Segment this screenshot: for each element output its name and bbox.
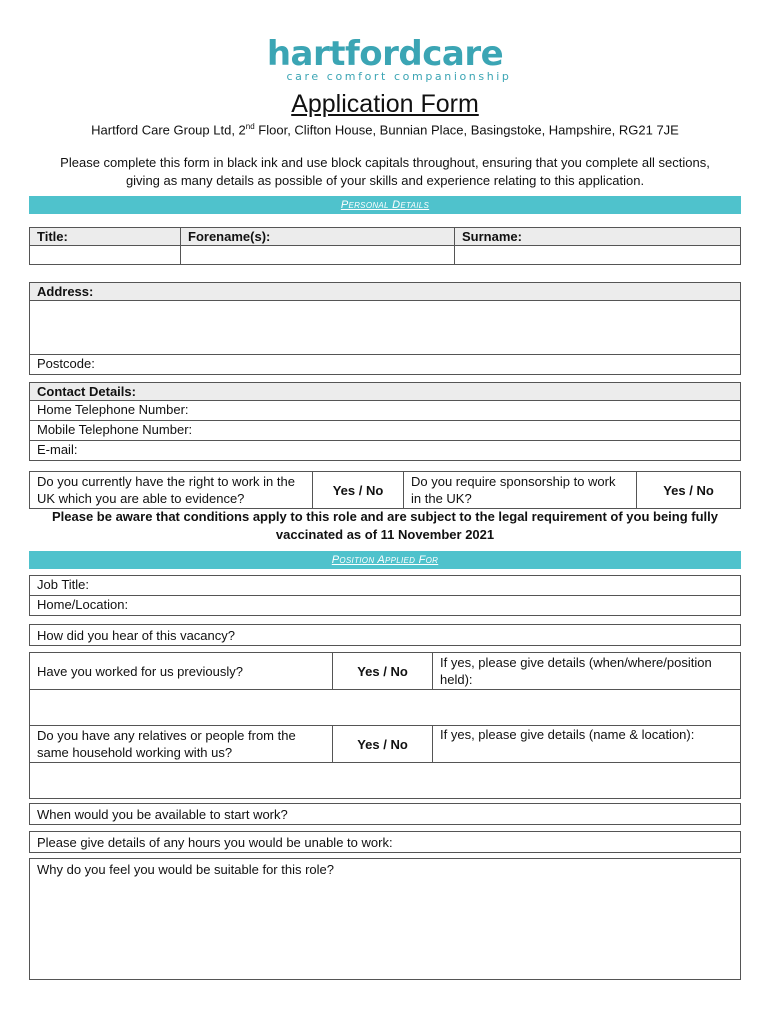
address-suffix: Floor, Clifton House, Bunnian Place, Basingstoke, Hampshire, RG21 7JE <box>254 122 679 138</box>
address-field[interactable] <box>30 301 741 355</box>
address-sup: nd <box>245 122 255 131</box>
contact-label: Contact Details: <box>30 383 741 401</box>
personal-details-heading: Personal Details <box>29 196 741 214</box>
address-table <box>29 282 741 375</box>
vacancy-source-field[interactable]: How did you hear of this vacancy? <box>29 624 741 646</box>
worked-previously-option[interactable]: Yes / No <box>333 653 433 690</box>
unavailable-hours-field[interactable]: Please give details of any hours you would be unable to work: <box>29 831 741 853</box>
relatives-details-label: If yes, please give details (name & location): <box>433 726 741 763</box>
logo-wordmark: hartfordcare <box>266 34 504 74</box>
relatives-option[interactable]: Yes / No <box>333 726 433 763</box>
relatives-details-field[interactable] <box>30 763 741 799</box>
worked-previously-question: Have you worked for us previously? <box>30 653 333 690</box>
vaccination-notice: Please be aware that conditions apply to this role and are subject to the legal requirement of you being fully vaccinated as of 11 November 2021 <box>51 509 719 542</box>
work-eligibility-table <box>29 471 741 509</box>
suitability-field[interactable]: Why do you feel you would be suitable for this role? <box>29 858 741 980</box>
page-title: Application Form <box>291 90 479 118</box>
job-title-field[interactable]: Job Title: <box>30 576 741 596</box>
forename-label: Forename(s): <box>181 228 455 246</box>
company-logo <box>0 36 770 83</box>
worked-details-field[interactable] <box>30 690 741 726</box>
position-applied-heading: Position Applied For <box>29 551 741 569</box>
title-label: Title: <box>30 228 181 246</box>
address-label: Address: <box>30 283 741 301</box>
home-phone-field[interactable]: Home Telephone Number: <box>30 401 741 421</box>
previous-work-table <box>29 652 741 799</box>
job-table <box>29 575 741 616</box>
email-field[interactable]: E-mail: <box>30 441 741 461</box>
sponsorship-option[interactable]: Yes / No <box>637 472 741 509</box>
right-to-work-question: Do you currently have the right to work in the UK which you are able to evidence? <box>30 472 313 509</box>
company-address <box>0 122 770 137</box>
logo-tagline: care comfort companionship <box>286 70 512 83</box>
form-instructions: Please complete this form in black ink and use block capitals throughout, ensuring that you complete all sections, giving as many details as possible of your skills and experience relating to this application. <box>60 155 710 188</box>
surname-field[interactable] <box>455 246 741 265</box>
postcode-field[interactable]: Postcode: <box>30 355 741 375</box>
worked-details-label: If yes, please give details (when/where/position held): <box>433 653 741 690</box>
forename-field[interactable] <box>181 246 455 265</box>
surname-label: Surname: <box>455 228 741 246</box>
home-location-field[interactable]: Home/Location: <box>30 596 741 616</box>
mobile-phone-field[interactable]: Mobile Telephone Number: <box>30 421 741 441</box>
sponsorship-question: Do you require sponsorship to work in the UK? <box>404 472 637 509</box>
relatives-question: Do you have any relatives or people from the same household working with us? <box>30 726 333 763</box>
contact-table <box>29 382 741 461</box>
name-table <box>29 227 741 265</box>
right-to-work-option[interactable]: Yes / No <box>313 472 404 509</box>
start-date-field[interactable]: When would you be available to start work? <box>29 803 741 825</box>
title-field[interactable] <box>30 246 181 265</box>
address-prefix: Hartford Care Group Ltd, 2 <box>91 122 246 138</box>
